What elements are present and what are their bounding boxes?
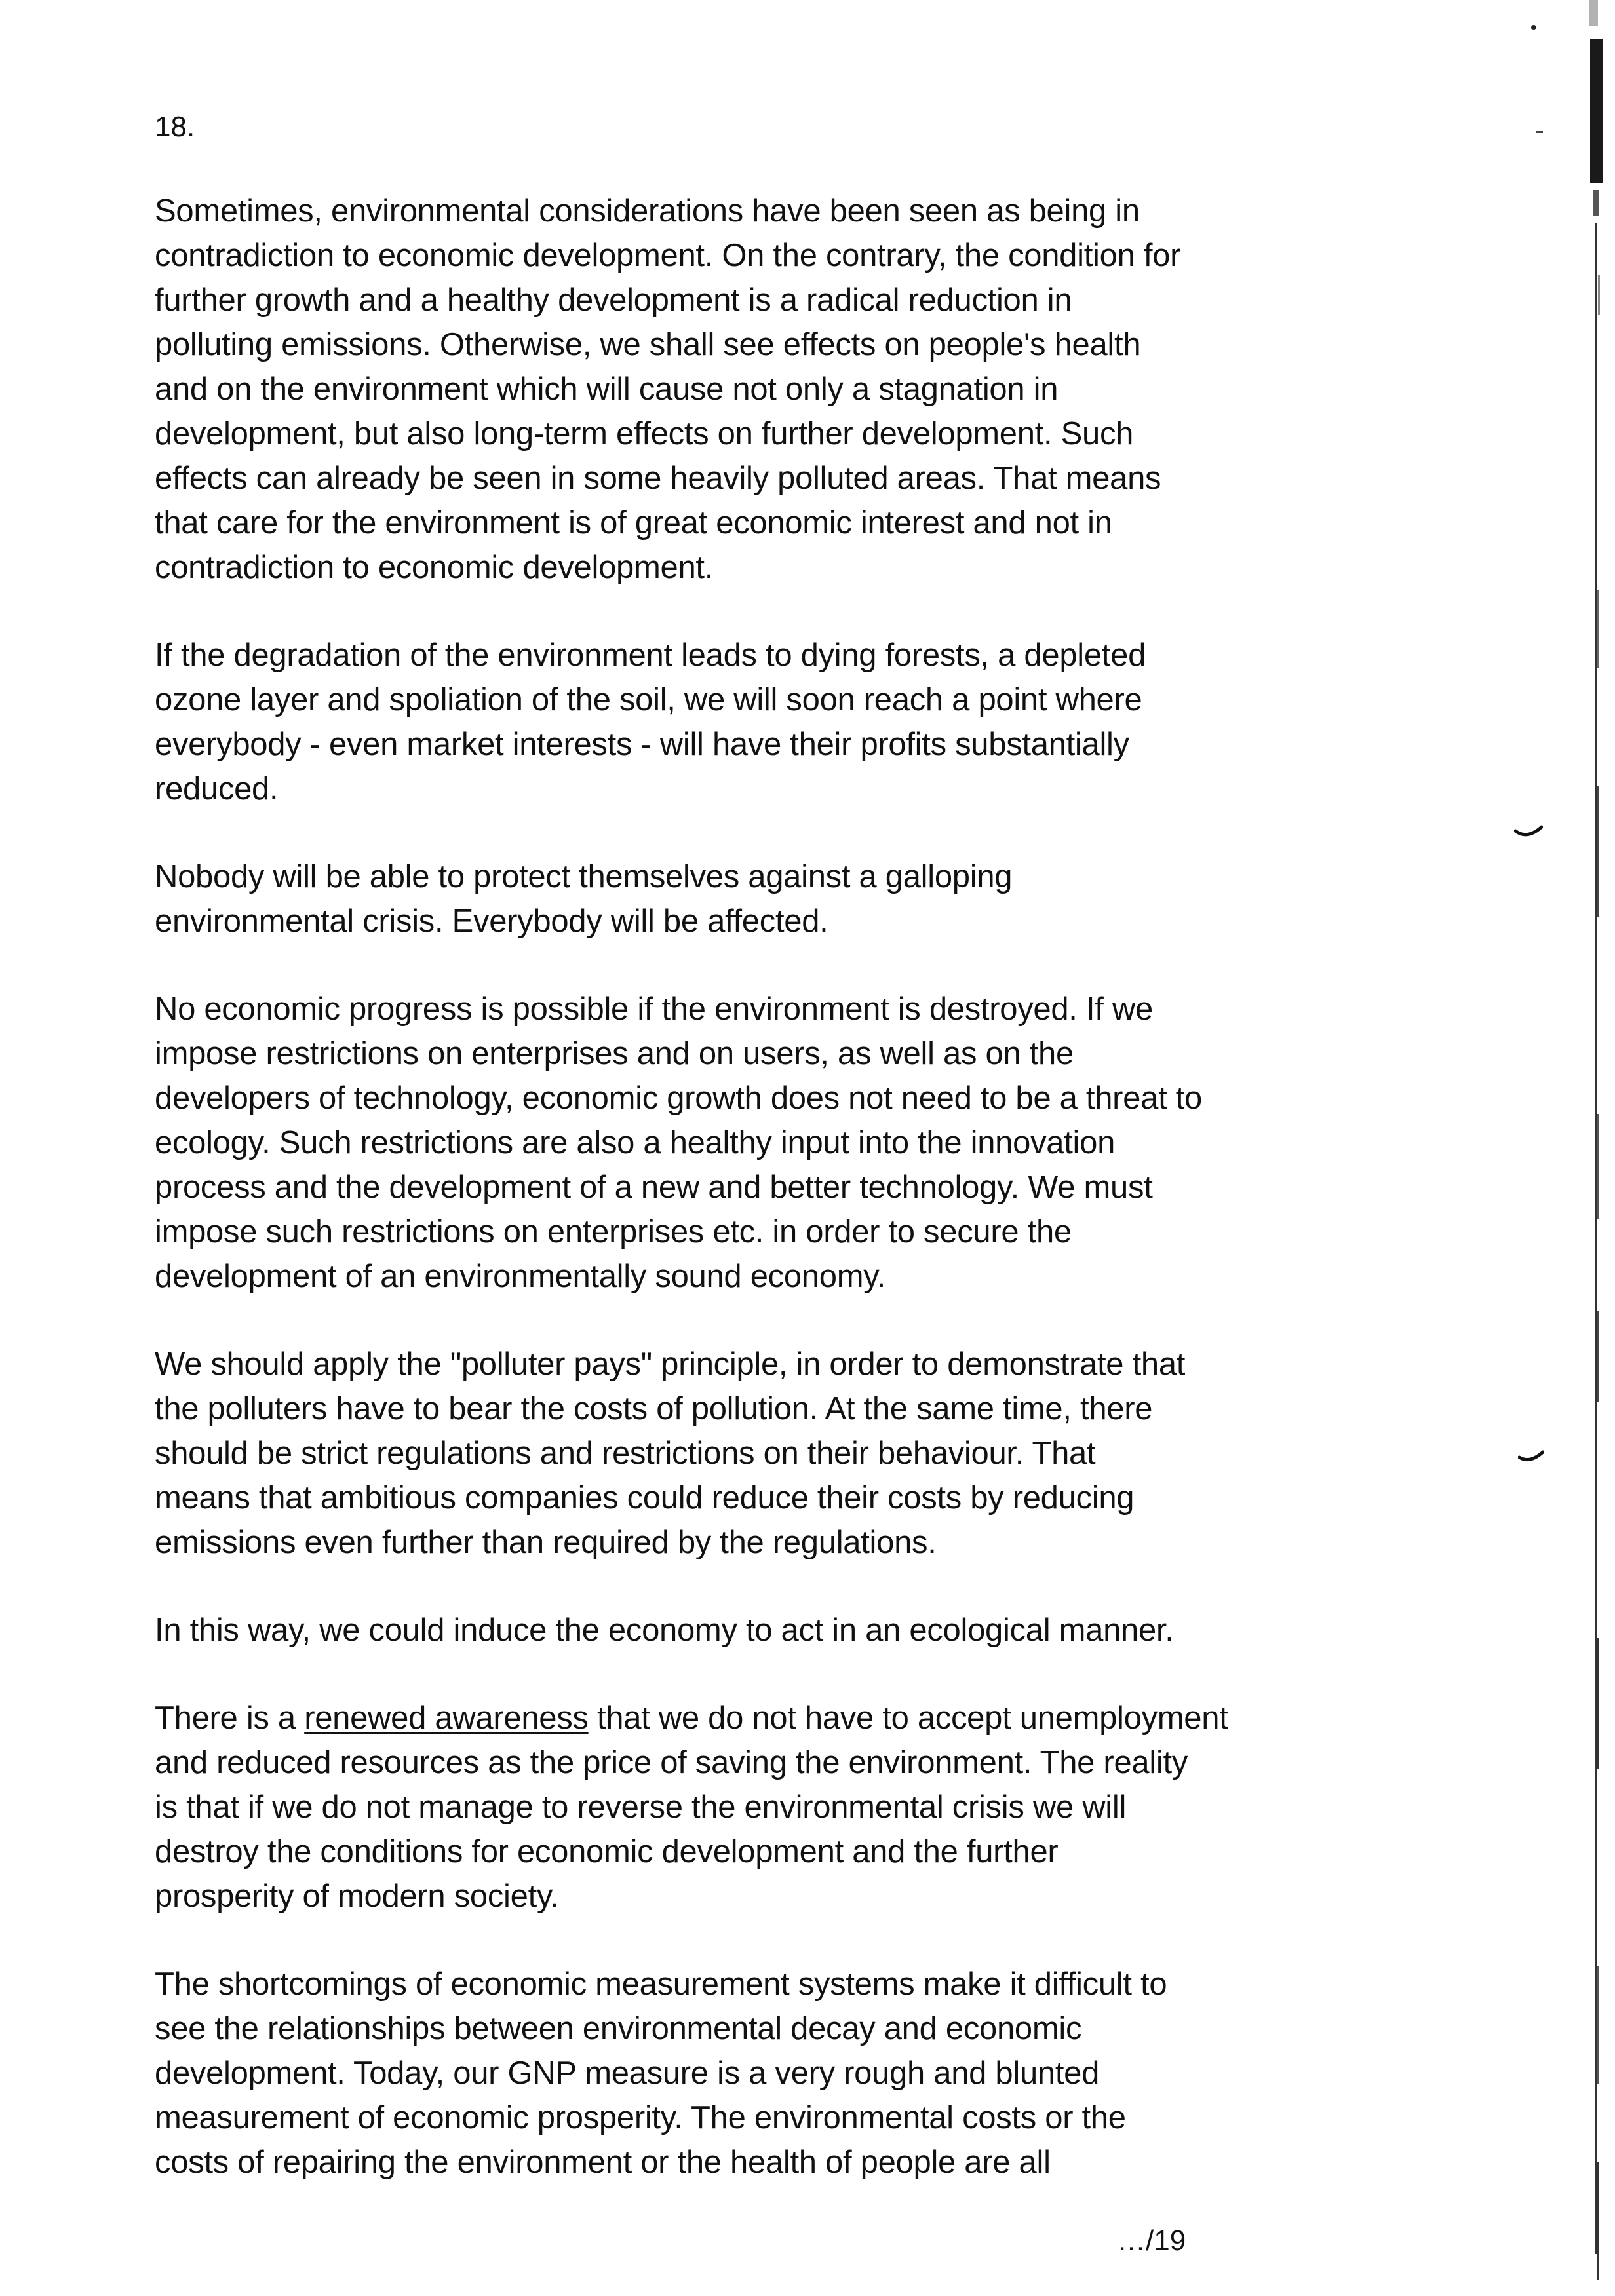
- text-line: environmental crisis. Everybody will be affected.: [155, 904, 828, 939]
- text-line: The shortcomings of economic measurement systems make it difficult to: [155, 1966, 1167, 2002]
- text-line: effects can already be seen in some heavily polluted areas. That means: [155, 461, 1161, 496]
- text-line: emissions even further than required by the regulations.: [155, 1525, 937, 1560]
- text-line: Sometimes, environmental considerations have been seen as being in: [155, 193, 1140, 229]
- text-segment: that we do not have to accept unemployment: [588, 1700, 1228, 1736]
- paragraph-1: [155, 189, 1328, 590]
- paragraph-8: [155, 1962, 1328, 2185]
- text-line: development of an environmentally sound economy.: [155, 1259, 886, 1294]
- margin-tick-mark: [1514, 824, 1543, 846]
- text-line: ecology. Such restrictions are also a healthy input into the innovation: [155, 1125, 1116, 1160]
- paragraph-7: [155, 1696, 1328, 1919]
- text-line: should be strict regulations and restrictions on their behaviour. That: [155, 1436, 1096, 1471]
- text-line: ozone layer and spoliation of the soil, we will soon reach a point where: [155, 682, 1142, 718]
- text-line: We should apply the "polluter pays" principle, in order to demonstrate that: [155, 1347, 1186, 1382]
- continuation-marker: …/19: [1117, 2225, 1186, 2257]
- scan-dash: [1536, 131, 1543, 133]
- text-line: costs of repairing the environment or the health of people are all: [155, 2145, 1051, 2180]
- text-line: everybody - even market interests - will have their profits substantially: [155, 727, 1129, 762]
- text-line: and on the environment which will cause not only a stagnation in: [155, 372, 1059, 407]
- text-line: polluting emissions. Otherwise, we shall see effects on people's health: [155, 327, 1141, 362]
- paragraph-2: [155, 633, 1328, 811]
- text-line: In this way, we could induce the economy to act in an ecological manner.: [155, 1613, 1174, 1648]
- document-body: [155, 189, 1328, 2228]
- text-line: impose restrictions on enterprises and on users, as well as on the: [155, 1036, 1074, 1071]
- paragraph-3: [155, 854, 1328, 944]
- text-line: impose such restrictions on enterprises etc. in order to secure the: [155, 1214, 1072, 1250]
- text-line: that care for the environment is of great economic interest and not in: [155, 505, 1112, 541]
- text-line: contradiction to economic development. On the contrary, the condition for: [155, 238, 1181, 273]
- text-line: No economic progress is possible if the environment is destroyed. If we: [155, 991, 1153, 1027]
- text-line: development. Today, our GNP measure is a very rough and blunted: [155, 2056, 1100, 2091]
- tick-mark-icon: [1514, 824, 1543, 843]
- text-line: and reduced resources as the price of saving the environment. The reality: [155, 1745, 1188, 1780]
- text-line: contradiction to economic development.: [155, 550, 714, 585]
- text-line: the polluters have to bear the costs of pollution. At the same time, there: [155, 1391, 1153, 1426]
- text-line: If the degradation of the environment leads to dying forests, a depleted: [155, 638, 1146, 673]
- text-line: process and the development of a new and better technology. We must: [155, 1170, 1153, 1205]
- page-number: 18.: [155, 111, 195, 143]
- text-line: is that if we do not manage to reverse the environmental crisis we will: [155, 1789, 1127, 1825]
- text-line: see the relationships between environmental decay and economic: [155, 2011, 1082, 2046]
- text-line: developers of technology, economic growth does not need to be a threat to: [155, 1081, 1202, 1116]
- text-line: Nobody will be able to protect themselves against a galloping: [155, 859, 1013, 894]
- text-line: further growth and a healthy development is a radical reduction in: [155, 282, 1072, 318]
- tick-mark-icon: [1518, 1449, 1544, 1468]
- paragraph-5: [155, 1342, 1328, 1565]
- text-line: means that ambitious companies could reduce their costs by reducing: [155, 1480, 1135, 1516]
- paragraph-4: [155, 987, 1328, 1299]
- paragraph-6: [155, 1608, 1328, 1653]
- text-line: [155, 1696, 1328, 1740]
- margin-tick-mark: [1518, 1449, 1544, 1471]
- text-line: destroy the conditions for economic development and the further: [155, 1834, 1059, 1869]
- scan-dot: [1531, 25, 1536, 30]
- text-line: reduced.: [155, 771, 279, 807]
- text-line: prosperity of modern society.: [155, 1879, 559, 1914]
- text-segment: There is a: [155, 1700, 305, 1736]
- scanner-edge-artifact: [1586, 0, 1615, 2296]
- scan-edge-icon: [1586, 0, 1615, 2296]
- text-line: development, but also long-term effects on further development. Such: [155, 416, 1134, 451]
- text-line: measurement of economic prosperity. The environmental costs or the: [155, 2100, 1126, 2135]
- underlined-phrase: renewed awareness: [304, 1700, 589, 1736]
